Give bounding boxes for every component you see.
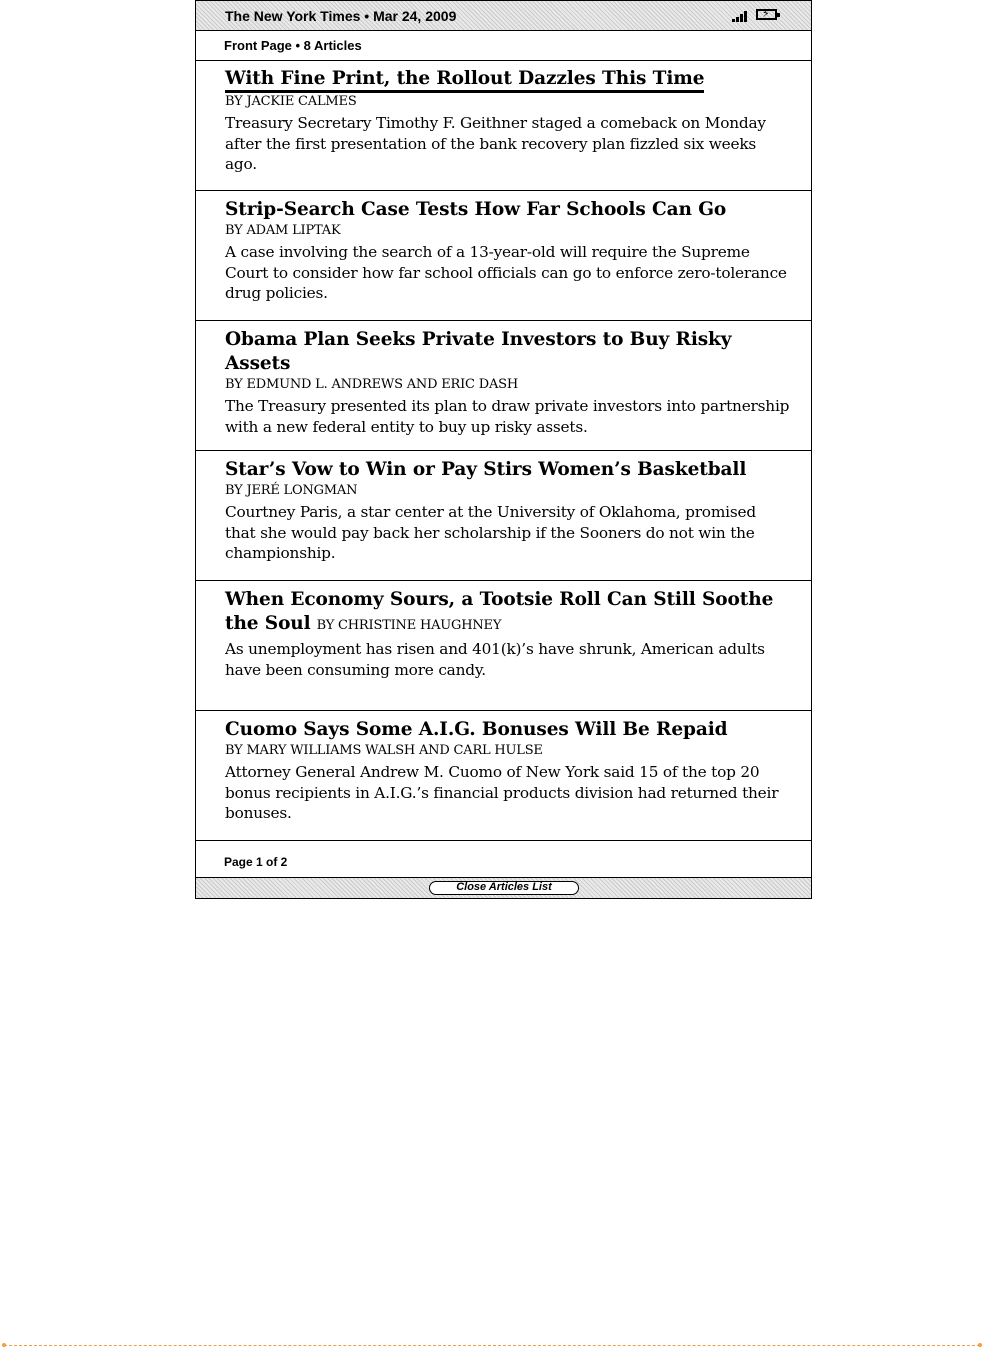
article-headline[interactable] <box>225 458 791 482</box>
article-headline-text: When Economy Sours, a Tootsie Roll Can Still Soothe the Soul <box>225 589 774 634</box>
article-headline[interactable] <box>225 588 791 636</box>
article-summary: As unemployment has risen and 401(k)’s have shrunk, American adults have been consuming more candy. <box>225 640 765 679</box>
article-list <box>196 61 811 841</box>
article-summary: Treasury Secretary Timothy F. Geithner staged a comeback on Monday after the first presentation of the bank recovery plan fizzled six weeks ago. <box>225 114 766 173</box>
page-divider <box>4 1345 980 1346</box>
kindle-screen <box>195 0 812 899</box>
article-byline: BY JERÉ LONGMAN <box>225 483 358 498</box>
article-headline[interactable] <box>225 718 791 742</box>
article-summary: A case involving the search of a 13-year-old will require the Supreme Court to consider how far school officials can go to enforce zero-tolerance drug policies. <box>225 243 787 302</box>
article-summary: Attorney General Andrew M. Cuomo of New York said 15 of the top 20 bonus recipients in A.I.G.’s financial products division had returned their bonuses. <box>225 763 779 822</box>
article-item[interactable] <box>196 451 811 581</box>
article-item[interactable] <box>196 321 811 451</box>
article-item[interactable] <box>196 581 811 711</box>
publication-title: The New York Times • Mar 24, 2009 <box>225 8 457 24</box>
battery-charging-icon: ⚡ <box>756 9 777 20</box>
page-indicator: Page 1 of 2 <box>224 855 288 869</box>
article-byline: BY EDMUND L. ANDREWS AND ERIC DASH <box>225 377 518 392</box>
section-header <box>196 31 811 61</box>
article-summary: The Treasury presented its plan to draw private investors into partnership with a new federal entity to buy up risky assets. <box>225 397 790 436</box>
article-byline: BY JACKIE CALMES <box>225 94 357 109</box>
article-item[interactable] <box>196 61 811 191</box>
article-headline-text: Cuomo Says Some A.I.G. Bonuses Will Be Repaid <box>225 719 728 740</box>
bottom-bar <box>196 878 811 899</box>
article-headline[interactable] <box>225 198 791 222</box>
article-headline[interactable] <box>225 328 791 376</box>
article-byline: BY CHRISTINE HAUGHNEY <box>316 618 502 633</box>
article-headline-text: With Fine Print, the Rollout Dazzles This Time <box>225 68 705 89</box>
article-byline: BY ADAM LIPTAK <box>225 223 341 238</box>
section-label: Front Page • 8 Articles <box>224 38 362 53</box>
article-headline[interactable] <box>225 68 704 93</box>
pagination-bar <box>196 841 811 878</box>
article-headline-text: Strip-Search Case Tests How Far Schools Can Go <box>225 199 727 220</box>
article-headline-text: Star’s Vow to Win or Pay Stirs Women’s Basketball <box>225 459 747 480</box>
article-byline: BY MARY WILLIAMS WALSH AND CARL HULSE <box>225 743 543 758</box>
signal-strength-icon <box>732 10 752 22</box>
status-bar <box>196 1 811 31</box>
close-articles-list-button[interactable]: Close Articles List <box>429 881 579 895</box>
article-item[interactable] <box>196 191 811 321</box>
article-headline-text: Obama Plan Seeks Private Investors to Buy Risky Assets <box>225 329 732 374</box>
article-summary: Courtney Paris, a star center at the University of Oklahoma, promised that she would pay back her scholarship if the Sooners do not win the championship. <box>225 503 756 562</box>
article-item[interactable] <box>196 711 811 841</box>
